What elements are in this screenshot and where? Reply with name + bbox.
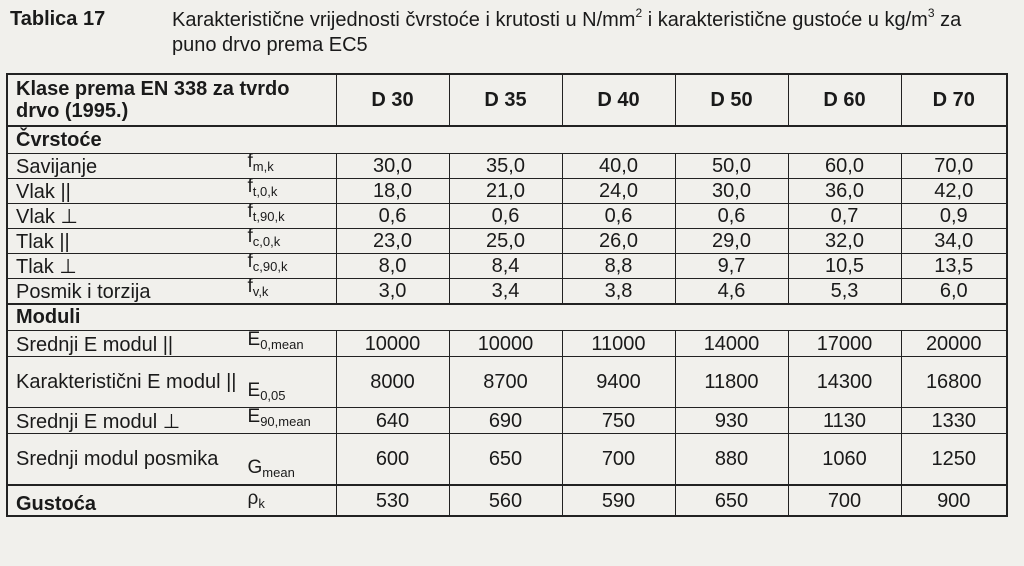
value-cell: 21,0 xyxy=(449,178,562,203)
symbol-subscript: 90,mean xyxy=(260,414,311,429)
property-cell xyxy=(7,253,336,278)
value-cell: 36,0 xyxy=(788,178,901,203)
value-cell: 650 xyxy=(449,434,562,486)
value-cell: 25,0 xyxy=(449,228,562,253)
value-cell: 40,0 xyxy=(562,153,675,178)
header-row xyxy=(7,74,1007,126)
value-cell: 900 xyxy=(901,485,1007,516)
symbol-subscript: 0,mean xyxy=(260,337,304,352)
title-superscript-1: 2 xyxy=(635,6,643,20)
value-cell: 700 xyxy=(562,434,675,486)
symbol-letter: f xyxy=(247,178,253,197)
value-cell: 700 xyxy=(788,485,901,516)
title-superscript-2: 3 xyxy=(927,6,935,20)
value-cell: 650 xyxy=(675,485,788,516)
value-cell: 8,0 xyxy=(336,253,449,278)
value-cell: 11000 xyxy=(562,331,675,357)
property-name: Savijanje xyxy=(16,155,98,178)
value-cell: 13,5 xyxy=(901,253,1007,278)
table-number: Tablica 17 xyxy=(10,8,106,30)
value-cell: 20000 xyxy=(901,331,1007,357)
property-name: Vlak ⊥ xyxy=(16,205,78,228)
value-cell: 23,0 xyxy=(336,228,449,253)
property-symbol xyxy=(248,457,336,484)
value-cell: 640 xyxy=(336,408,449,434)
table-caption xyxy=(10,6,1010,66)
symbol-letter: ρ xyxy=(247,488,259,509)
symbol-letter: f xyxy=(247,278,253,297)
value-cell: 24,0 xyxy=(562,178,675,203)
value-cell: 0,7 xyxy=(788,203,901,228)
property-symbol xyxy=(248,380,336,407)
symbol-letter: f xyxy=(247,203,253,222)
property-name: Vlak || xyxy=(16,180,71,203)
symbol-subscript: mean xyxy=(262,465,295,480)
value-cell: 8,8 xyxy=(562,253,675,278)
property-cell xyxy=(7,485,336,516)
value-cell: 1250 xyxy=(901,434,1007,486)
symbol-letter: f xyxy=(247,153,253,172)
value-cell: 50,0 xyxy=(675,153,788,178)
class-d70: D 70 xyxy=(901,74,1007,126)
property-symbol xyxy=(248,253,336,278)
property-symbol xyxy=(248,228,336,253)
table-row xyxy=(7,408,1007,434)
table-row xyxy=(7,228,1007,253)
value-cell: 690 xyxy=(449,408,562,434)
table-row xyxy=(7,153,1007,178)
value-cell: 9400 xyxy=(562,357,675,408)
property-cell xyxy=(7,228,336,253)
symbol-subscript: t,90,k xyxy=(252,208,285,224)
value-cell: 0,9 xyxy=(901,203,1007,228)
value-cell: 30,0 xyxy=(675,178,788,203)
value-cell: 42,0 xyxy=(901,178,1007,203)
value-cell: 3,4 xyxy=(449,278,562,304)
property-cell xyxy=(7,153,336,178)
value-cell: 35,0 xyxy=(449,153,562,178)
table-row xyxy=(7,203,1007,228)
property-cell xyxy=(7,278,336,304)
symbol-letter: E xyxy=(247,407,261,427)
title-part-3: za puno drvo prema EC5 xyxy=(172,9,962,56)
value-cell: 8000 xyxy=(336,357,449,408)
value-cell: 8,4 xyxy=(449,253,562,278)
symbol-subscript: t,0,k xyxy=(252,183,278,199)
property-symbol xyxy=(248,278,336,303)
symbol-letter: f xyxy=(247,228,253,247)
symbol-subscript: m,k xyxy=(252,158,274,174)
value-cell: 1330 xyxy=(901,408,1007,434)
property-name: Srednji modul posmika xyxy=(16,448,219,470)
table-title xyxy=(172,8,1002,58)
property-symbol xyxy=(248,488,336,515)
property-symbol xyxy=(248,331,336,357)
value-cell: 17000 xyxy=(788,331,901,357)
value-cell: 0,6 xyxy=(675,203,788,228)
symbol-letter: E xyxy=(247,330,261,350)
property-cell xyxy=(7,203,336,228)
section-row-moduli xyxy=(7,304,1007,331)
value-cell: 10000 xyxy=(336,331,449,357)
title-part-1: Karakteristične vrijednosti čvrstoće i krutosti u N/mm xyxy=(172,9,636,31)
value-cell: 560 xyxy=(449,485,562,516)
value-cell: 14000 xyxy=(675,331,788,357)
property-symbol xyxy=(248,178,336,203)
value-cell: 16800 xyxy=(901,357,1007,408)
table-row xyxy=(7,253,1007,278)
table-row xyxy=(7,357,1007,408)
property-name: Srednji E modul || xyxy=(16,334,174,356)
value-cell: 10,5 xyxy=(788,253,901,278)
value-cell: 930 xyxy=(675,408,788,434)
class-header: Klase prema EN 338 za tvrdo drvo (1995.) xyxy=(7,74,336,126)
value-cell: 9,7 xyxy=(675,253,788,278)
value-cell: 18,0 xyxy=(336,178,449,203)
property-cell xyxy=(7,178,336,203)
value-cell: 0,6 xyxy=(449,203,562,228)
class-d50: D 50 xyxy=(675,74,788,126)
value-cell: 3,0 xyxy=(336,278,449,304)
value-cell: 4,6 xyxy=(675,278,788,304)
value-cell: 3,8 xyxy=(562,278,675,304)
value-cell: 14300 xyxy=(788,357,901,408)
symbol-subscript: v,k xyxy=(252,283,269,299)
value-cell: 1130 xyxy=(788,408,901,434)
value-cell: 60,0 xyxy=(788,153,901,178)
property-name: Tlak ⊥ xyxy=(16,255,77,278)
section-strength: Čvrstoće xyxy=(7,126,1007,153)
table-row xyxy=(7,485,1007,516)
symbol-letter: E xyxy=(247,380,261,401)
symbol-letter: G xyxy=(247,457,263,478)
value-cell: 8700 xyxy=(449,357,562,408)
symbol-subscript: 0,05 xyxy=(260,388,286,403)
value-cell: 590 xyxy=(562,485,675,516)
property-name: Posmik i torzija xyxy=(16,280,151,303)
value-cell: 600 xyxy=(336,434,449,486)
value-cell: 29,0 xyxy=(675,228,788,253)
class-d40: D 40 xyxy=(562,74,675,126)
property-cell xyxy=(7,434,336,486)
section-row-strength xyxy=(7,126,1007,153)
property-symbol xyxy=(248,408,336,434)
value-cell: 10000 xyxy=(449,331,562,357)
property-symbol xyxy=(248,203,336,228)
value-cell: 32,0 xyxy=(788,228,901,253)
symbol-subscript: k xyxy=(258,496,265,511)
value-cell: 70,0 xyxy=(901,153,1007,178)
table-row xyxy=(7,331,1007,357)
section-moduli: Moduli xyxy=(7,304,1007,331)
title-part-2: i karakteristične gustoće u kg/m xyxy=(642,9,928,31)
class-d35: D 35 xyxy=(449,74,562,126)
table-row xyxy=(7,278,1007,304)
properties-table xyxy=(6,73,1008,517)
symbol-subscript: c,90,k xyxy=(252,258,288,274)
value-cell: 750 xyxy=(562,408,675,434)
property-name: Gustoća xyxy=(16,493,97,515)
value-cell: 34,0 xyxy=(901,228,1007,253)
value-cell: 5,3 xyxy=(788,278,901,304)
value-cell: 26,0 xyxy=(562,228,675,253)
property-name: Karakteristični E modul || xyxy=(16,371,237,393)
value-cell: 6,0 xyxy=(901,278,1007,304)
value-cell: 11800 xyxy=(675,357,788,408)
property-cell xyxy=(7,357,336,408)
table-row xyxy=(7,178,1007,203)
value-cell: 880 xyxy=(675,434,788,486)
class-d30: D 30 xyxy=(336,74,449,126)
value-cell: 530 xyxy=(336,485,449,516)
value-cell: 1060 xyxy=(788,434,901,486)
symbol-letter: f xyxy=(247,253,253,272)
value-cell: 30,0 xyxy=(336,153,449,178)
symbol-subscript: c,0,k xyxy=(252,233,281,249)
property-cell xyxy=(7,408,336,434)
class-d60: D 60 xyxy=(788,74,901,126)
value-cell: 0,6 xyxy=(562,203,675,228)
property-name: Srednji E modul ⊥ xyxy=(16,411,181,433)
property-cell xyxy=(7,331,336,357)
table-row xyxy=(7,434,1007,486)
value-cell: 0,6 xyxy=(336,203,449,228)
property-name: Tlak || xyxy=(16,230,70,253)
property-symbol xyxy=(248,153,336,178)
